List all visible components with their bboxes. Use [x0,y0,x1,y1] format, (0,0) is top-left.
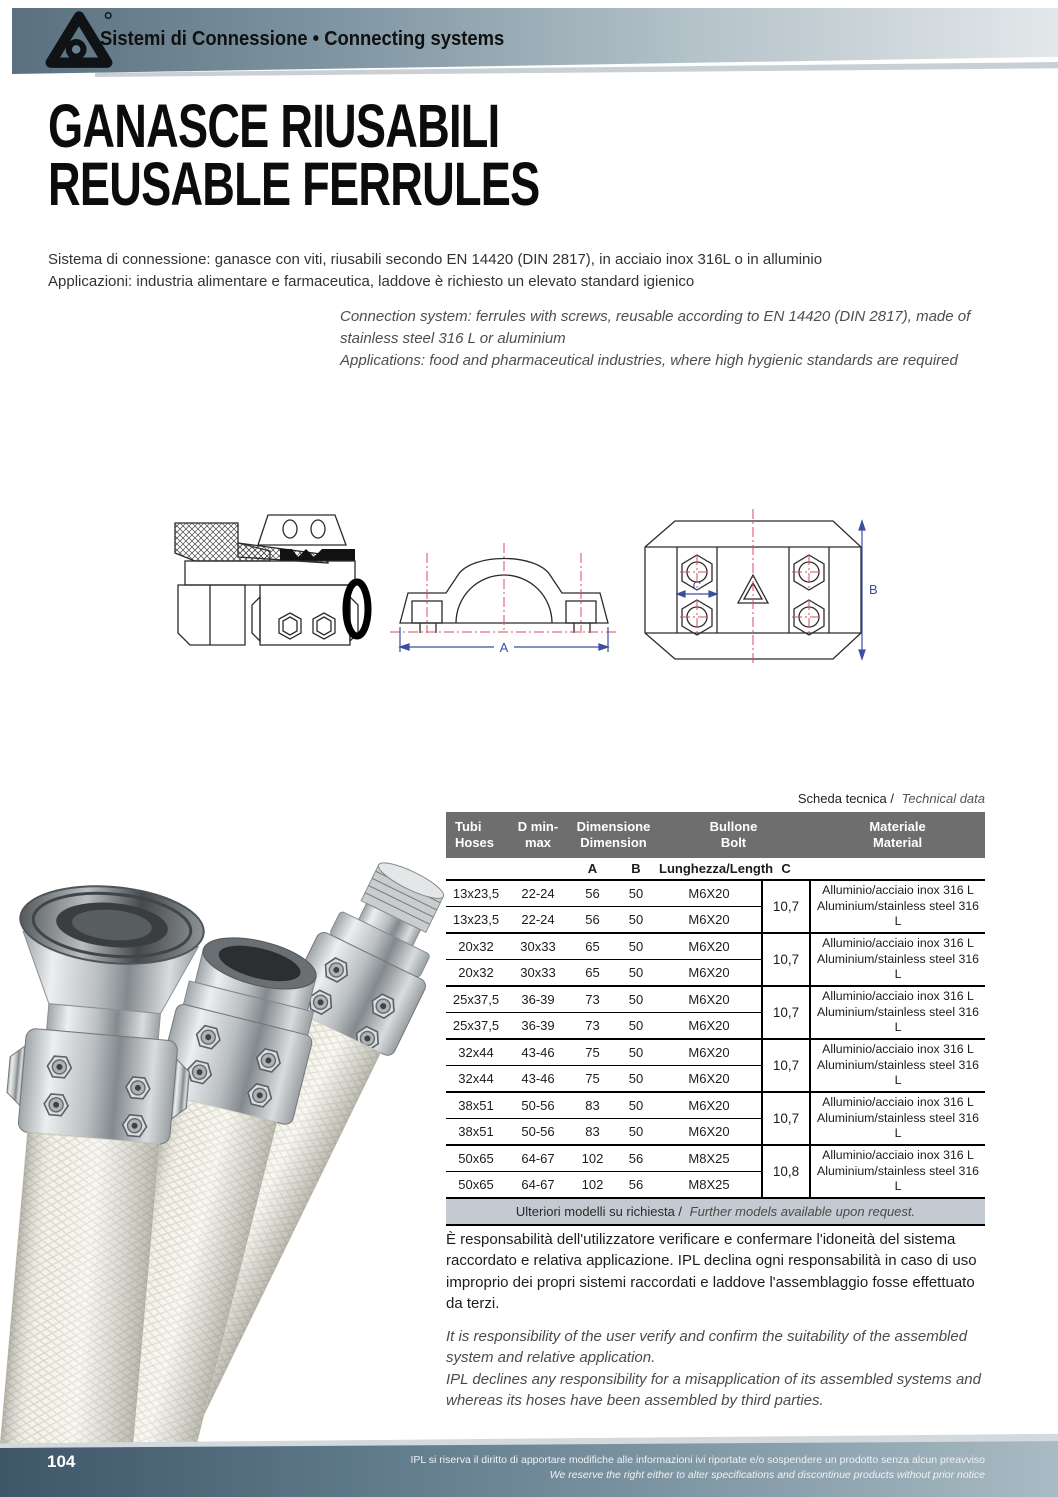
disclaimer-en-p1: It is responsibility of the user verify and confirm the suitability of the assembled system and relative application. [446,1328,968,1367]
page-title [48,92,712,218]
table-caption-en: Technical data [901,791,985,806]
cell-hose: 38x51 [446,1119,506,1146]
drawing-cutaway [175,515,368,645]
subheader-empty [506,858,570,880]
cell-b: 50 [615,960,657,987]
table-footnote-row [446,1198,985,1225]
dim-label-a: A [499,640,509,655]
disclaimer-en-p2: IPL declines any responsibility for a misapplication of its assembled systems and whereas its hoses have been assembled by third parties. [446,1370,981,1410]
spec-table [446,812,985,1226]
intro-italian [48,249,988,293]
subheader-length: Lunghezza/Length [657,858,762,880]
table-caption [446,791,985,806]
cell-hose: 32x44 [446,1066,506,1093]
cell-b: 56 [615,1145,657,1172]
technical-drawings-svg [150,505,878,670]
cell-dminmax: 22-24 [506,907,570,934]
cell-c: 10,7 [762,933,810,986]
cell-a: 56 [570,880,615,907]
col-header-material-en: Material [872,835,923,850]
cell-b: 50 [615,880,657,907]
cell-bolt-length: M6X20 [657,986,762,1013]
cell-b: 50 [615,986,657,1013]
footer-notes [411,1453,986,1483]
table-row [446,933,985,960]
cell-hose: 20x32 [446,960,506,987]
subheader-empty [810,858,985,880]
table-header-row [446,812,985,858]
cell-material-it: Alluminio/acciaio inox 316 L [822,1095,974,1110]
cell-a: 83 [570,1119,615,1146]
cell-b: 50 [615,1092,657,1119]
table-row [446,1039,985,1066]
cell-material-en: Aluminium/stainless steel 316 L [817,1110,980,1141]
cell-dminmax: 50-56 [506,1119,570,1146]
col-header-material-it: Materiale [869,818,926,834]
cell-material [810,1092,985,1145]
cell-hose: 25x37,5 [446,986,506,1013]
cell-b: 50 [615,1013,657,1040]
technical-drawings [150,505,878,675]
cell-hose: 38x51 [446,1092,506,1119]
cell-b: 50 [615,1119,657,1146]
intro-english [340,306,990,371]
cell-material-it: Alluminio/acciaio inox 316 L [822,989,974,1004]
cell-dminmax: 36-39 [506,1013,570,1040]
subheader-empty [446,858,506,880]
table-row [446,880,985,907]
cell-c: 10,7 [762,1092,810,1145]
cell-a: 73 [570,986,615,1013]
col-header-dminmax: D min-max [506,812,570,858]
cell-material-en: Aluminium/stainless steel 316 L [817,898,980,929]
cell-material [810,933,985,986]
cell-hose: 13x23,5 [446,880,506,907]
cell-dminmax: 43-46 [506,1066,570,1093]
cell-bolt-length: M6X20 [657,1039,762,1066]
drawing-side-view [390,543,618,655]
col-header-dimension-it: Dimensione [576,818,651,834]
table-footnote-it: Ulteriori modelli su richiesta / [515,1204,683,1219]
subheader-c: C [762,858,810,880]
cell-bolt-length: M6X20 [657,880,762,907]
cell-material [810,880,985,933]
cell-material [810,1145,985,1198]
intro-it-line2: Applicazioni: industria alimentare e farmaceutica, laddove è richiesto un elevato standard igienico [48,272,695,290]
footer-note-it: IPL si riserva il diritto di apportare modifiche alle informazioni ivi riportate e/o sospendere un prodotto senza alcun preavviso [410,1454,985,1466]
cell-b: 50 [615,933,657,960]
cell-material-it: Alluminio/acciaio inox 316 L [822,936,974,951]
cell-c: 10,8 [762,1145,810,1198]
cell-material [810,986,985,1039]
table-subheader-row [446,858,985,880]
cell-material-it: Alluminio/acciaio inox 316 L [822,1042,974,1057]
cell-hose: 50x65 [446,1172,506,1199]
table-row [446,1092,985,1119]
intro-en-line2: stainless steel 316 L or aluminium [340,329,566,347]
cell-a: 65 [570,933,615,960]
cell-hose: 50x65 [446,1145,506,1172]
subheader-a: A [570,858,615,880]
intro-en-line1: Connection system: ferrules with screws, reusable according to EN 14420 (DIN 2817), made of [340,308,971,325]
col-header-bolt-it: Bullone [709,818,758,834]
table-footnote [446,1198,985,1225]
cell-a: 73 [570,1013,615,1040]
cell-b: 50 [615,907,657,934]
col-header-hoses-en: Hoses [455,835,495,850]
col-header-bolt-en: Bolt [720,835,747,850]
cell-c: 10,7 [762,986,810,1039]
cell-a: 102 [570,1172,615,1199]
subheader-b: B [615,858,657,880]
cell-c: 10,7 [762,1039,810,1092]
page-number: 104 [47,1452,76,1471]
cell-bolt-length: M6X20 [657,1013,762,1040]
page-title-line2: REUSABLE FERRULES [48,149,540,218]
intro-it-line1: Sistema di connessione: ganasce con viti, riusabili secondo EN 14420 (DIN 2817), in acciaio inox 316L o in alluminio [48,251,823,268]
table-row [446,986,985,1013]
cell-hose: 32x44 [446,1039,506,1066]
cell-material-en: Aluminium/stainless steel 316 L [817,951,980,982]
cell-b: 50 [615,1039,657,1066]
header-tagline: Sistemi di Connessione • Connecting systems [100,28,505,50]
cell-b: 56 [615,1172,657,1199]
col-header-hoses-it: Tubi [455,818,482,834]
dim-label-b: B [869,582,878,597]
page-title-line1: GANASCE RIUSABILI [48,92,500,160]
cell-bolt-length: M6X20 [657,933,762,960]
cell-a: 75 [570,1066,615,1093]
cell-dminmax: 36-39 [506,986,570,1013]
cell-material-en: Aluminium/stainless steel 316 L [817,1057,980,1088]
cell-material [810,1039,985,1092]
cell-hose: 13x23,5 [446,907,506,934]
cell-a: 102 [570,1145,615,1172]
cell-bolt-length: M8X25 [657,1145,762,1172]
cell-dminmax: 50-56 [506,1092,570,1119]
cell-material-en: Aluminium/stainless steel 316 L [817,1163,980,1194]
table-caption-it: Scheda tecnica / [797,791,895,806]
col-header-material [810,812,985,858]
cell-bolt-length: M6X20 [657,907,762,934]
intro-en-line3: Applications: food and pharmaceutical industries, where high hygienic standards are required [340,351,958,369]
cell-bolt-length: M6X20 [657,1119,762,1146]
cell-material-it: Alluminio/acciaio inox 316 L [822,1148,974,1163]
cell-hose: 25x37,5 [446,1013,506,1040]
cell-dminmax: 43-46 [506,1039,570,1066]
cell-b: 50 [615,1066,657,1093]
dim-label-c: C [692,579,702,593]
cell-dminmax: 64-67 [506,1172,570,1199]
cell-a: 56 [570,907,615,934]
cell-a: 75 [570,1039,615,1066]
disclaimer-italian: È responsabilità dell'utilizzatore verificare e confermare l'idoneità del sistema raccordato e relativa applicazione. IPL declina ogni responsabilità in caso di uso improprio dei propri sistemi raccordati e laddove l'assemblaggio fosse effettuato da terzi. [446,1231,977,1313]
table-row [446,1145,985,1172]
cell-dminmax: 22-24 [506,880,570,907]
cell-hose: 20x32 [446,933,506,960]
cell-dminmax: 30x33 [506,960,570,987]
cell-bolt-length: M6X20 [657,1092,762,1119]
cell-dminmax: 30x33 [506,933,570,960]
cell-dminmax: 64-67 [506,1145,570,1172]
cell-bolt-length: M8X25 [657,1172,762,1199]
cell-material-en: Aluminium/stainless steel 316 L [817,1004,980,1035]
cell-c: 10,7 [762,880,810,933]
cell-bolt-length: M6X20 [657,1066,762,1093]
drawing-top-view [645,509,878,665]
col-header-bolt [657,812,810,858]
cell-material-it: Alluminio/acciaio inox 316 L [822,883,974,898]
table-footnote-en: Further models available upon request. [689,1204,916,1219]
disclaimer-english [446,1326,995,1412]
col-header-dimension [570,812,657,858]
col-header-hoses [446,812,506,858]
cell-a: 83 [570,1092,615,1119]
col-header-dimension-en: Dimension [580,835,647,850]
cell-a: 65 [570,960,615,987]
footer-note-en: We reserve the right either to alter specifications and discontinue products without prior notice [549,1469,985,1482]
cell-bolt-length: M6X20 [657,960,762,987]
product-photo-hoses [0,830,440,1460]
